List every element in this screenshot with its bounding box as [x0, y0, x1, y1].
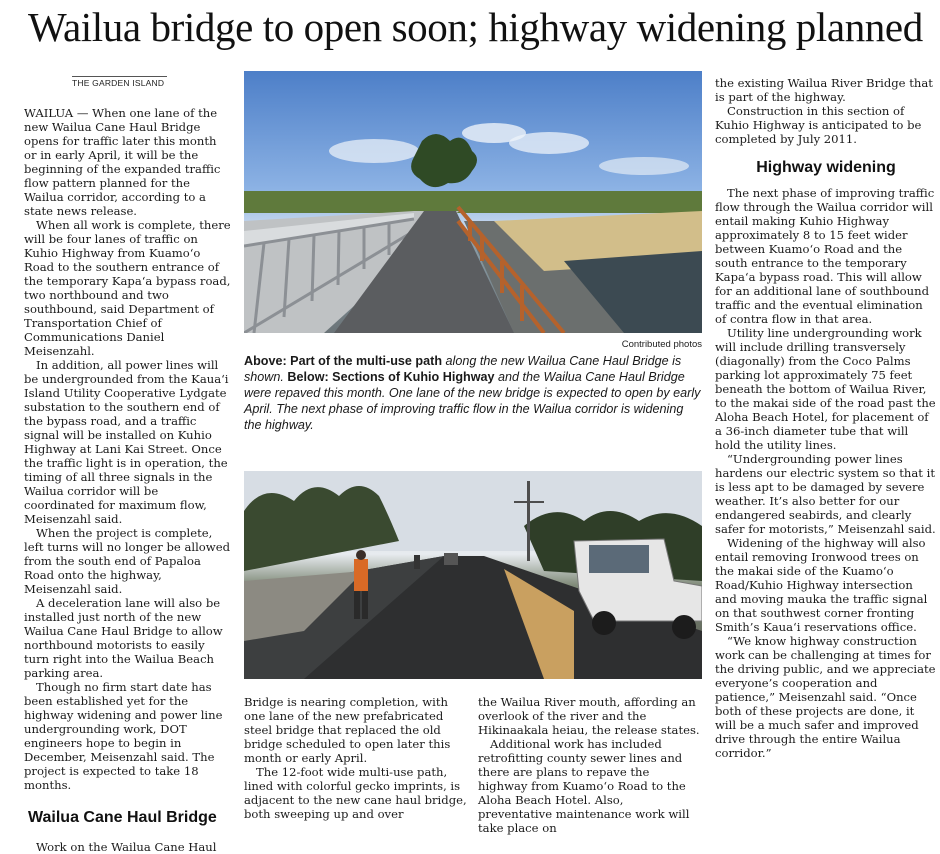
article-column-3: [478, 695, 700, 835]
paragraph: When the project is complete, left turns will no longer be allowed from the south end of Papaloa Road onto the highway, Meisenzahl said.: [24, 526, 230, 596]
paragraph: Construction in this section of Kuhio Highway is anticipated to be completed by July 2011.: [715, 104, 922, 146]
caption-lead-1: Above: Part of the multi-use path: [244, 354, 446, 368]
bridge-path-illustration: [244, 71, 702, 333]
article-column-1: [24, 106, 232, 854]
paragraph: The next phase of improving traffic flow through the Wailua corridor will entail making Kuhio Highway approximately 8 to 15 feet wider between Kuamo‘o Road and the south entrance to the temporary Kapa‘a bypass road. This will allow for an additional lane of southbound traffic and the eventual elimination of contra flow in that area.: [715, 186, 935, 326]
paragraph: “We know highway construction work can be challenging at times for the driving public, and we appreciate everyone’s cooperation and patience,” Meisenzahl said. “Once both of these projects are done, it will be a much safer and improved drive through the entire Wailua corridor.”: [715, 634, 936, 760]
photo-bridge-path: [244, 71, 702, 333]
caption-lead-2: Below: Sections of Kuhio Highway: [287, 370, 499, 384]
article-column-2: [244, 695, 468, 821]
paragraph: the existing Wailua River Bridge that is part of the highway.: [715, 76, 933, 104]
photo-credit: Contributed photos: [621, 339, 702, 350]
highway-illustration: [244, 471, 702, 679]
paragraph: Utility line undergrounding work will include drilling transversely (diagonally) from the Coco Palms parking lot approximately 75 feet beneath the bottom of Wailua River, to the makai side of the road past the Aloha Beach Hotel, for placement of a 36-inch diameter tube that will hold the utility lines.: [715, 326, 936, 452]
subhead-cane-haul-bridge: Wailua Cane Haul Bridge: [28, 809, 217, 826]
subhead-highway-widening: Highway widening: [756, 159, 896, 176]
paragraph: When all work is complete, there will be four lanes of traffic on Kuhio Highway from Kuamo‘o Road to the southern entrance of the temporary Kapa‘a bypass road, two northbound and two southbound, said Department of Transportation Chief of Communications Daniel Meisenzahl.: [24, 218, 231, 358]
headline: Wailua bridge to open soon; highway widening planned: [28, 4, 923, 50]
paragraph: Widening of the highway will also entail removing Ironwood trees on the makai side of the Kuamo‘o Road/Kuhio Highway intersection and moving mauka the traffic signal on that southwest corner fronting Smith’s Kaua‘i reservations office.: [715, 536, 928, 634]
article-column-4: [715, 76, 937, 760]
paragraph: Though no firm start date has been established yet for the highway widening and power line undergrounding work, DOT engineers hope to begin in December, Meisenzahl said. The project is expected to take 18 months.: [24, 680, 223, 792]
photo-caption: [244, 353, 704, 433]
paragraph: Work on the Wailua Cane Haul: [36, 840, 217, 854]
paragraph: WAILUA — When one lane of the new Wailua Cane Haul Bridge opens for traffic later this month or in early April, it will be the beginning of the expanded traffic flow pattern planned for the Wailua corridor, according to a state news release.: [24, 106, 221, 218]
paragraph: In addition, all power lines will be undergrounded from the Kaua‘i Island Utility Cooperative Lydgate substation to the southern end of the bypass road, and a traffic signal will be installed on Kuhio Highway at Lani Kai Street. Once the traffic light is in operation, the timing of all three signals in the Wailua corridor will be coordinated for maximum flow, Meisenzahl said.: [24, 358, 229, 526]
paragraph: Bridge is nearing completion, with one lane of the new prefabricated steel bridge that replaced the old bridge scheduled to open later this month or early April.: [244, 695, 451, 765]
caption-text-1: along the new Wailua Cane Haul Bridge is shown.: [244, 354, 682, 384]
paragraph: The 12-foot wide multi-use path, lined with colorful gecko imprints, is adjacent to the new cane haul bridge, both sweeping up and over: [244, 765, 467, 821]
photo-highway-repaving: [244, 471, 702, 679]
caption-text-2: and the Wailua Cane Haul Bridge were repaved this month. One lane of the new bridge is expected to open by early April. The next phase of improving traffic flow in the Wailua corridor is widening the highway.: [244, 370, 701, 432]
paragraph: Additional work has included retrofitting county sewer lines and there are plans to repave the highway from Kuamo‘o Road to the Aloha Beach Hotel. Also, preventative maintenance work will take place on: [478, 737, 690, 835]
byline: THE GARDEN ISLAND: [72, 76, 167, 88]
paragraph: A deceleration lane will also be installed just north of the new Wailua Cane Haul Bridge to allow northbound motorists to easily turn right into the Wailua Beach parking area.: [24, 596, 223, 680]
paragraph: “Undergrounding power lines hardens our electric system so that it is less apt to be damaged by severe weather. It’s also better for our endangered seabirds, and clearly safer for motorists,” Meisenzahl said.: [715, 452, 936, 536]
paragraph: the Wailua River mouth, affording an overlook of the river and the Hikinaakala heiau, the release states.: [478, 695, 700, 737]
